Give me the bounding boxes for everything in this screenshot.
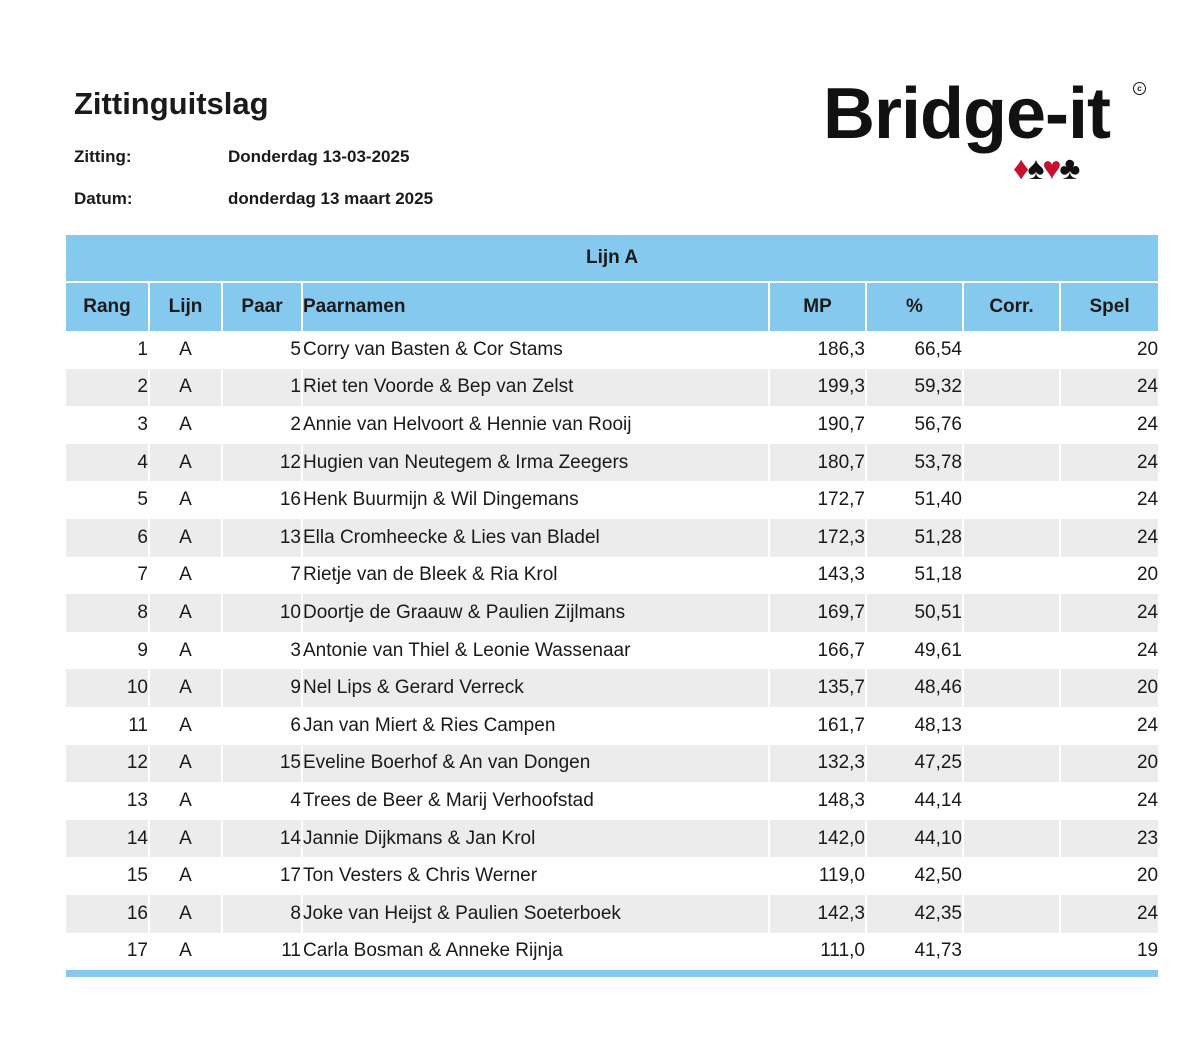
cell-percent: 66,54 bbox=[867, 331, 964, 369]
cell-paar: 8 bbox=[223, 895, 303, 933]
cell-mp: 172,3 bbox=[770, 519, 867, 557]
cell-spel: 20 bbox=[1136, 564, 1159, 586]
cell-lijn: A bbox=[150, 707, 223, 745]
cell-mp: 142,3 bbox=[770, 895, 867, 933]
cell-paar: 6 bbox=[223, 707, 303, 745]
bridge-it-logo bbox=[820, 74, 1150, 193]
cell-paar: 7 bbox=[223, 557, 303, 595]
cell-lijn: A bbox=[150, 406, 223, 444]
cell-mp: 166,7 bbox=[770, 632, 867, 670]
cell-paarnamen: Ton Vesters & Chris Werner bbox=[303, 857, 770, 895]
zitting-value: Donderdag 13-03-2025 bbox=[228, 147, 410, 166]
cell-percent: 44,14 bbox=[867, 782, 964, 820]
table-row bbox=[66, 782, 1158, 820]
table-row bbox=[66, 857, 1158, 895]
cell-mp: 172,7 bbox=[770, 481, 867, 519]
col-header-corr: Corr. bbox=[964, 283, 1061, 331]
cell-rang: 15 bbox=[66, 857, 150, 895]
cell-paarnamen: Annie van Helvoort & Hennie van Rooij bbox=[303, 406, 770, 444]
cell-corr bbox=[964, 481, 1061, 519]
cell-spel: 20 bbox=[1061, 669, 1158, 707]
cell-paarnamen: Joke van Heijst & Paulien Soeterboek bbox=[303, 895, 770, 933]
cell-paar: 16 bbox=[223, 481, 303, 519]
cell-percent: 59,32 bbox=[867, 369, 964, 407]
cell-rang: 1 bbox=[66, 331, 150, 369]
cell-corr bbox=[964, 594, 1061, 632]
cell-lijn: A bbox=[150, 782, 223, 820]
cell-spel: 24 bbox=[1061, 594, 1158, 632]
results-table bbox=[66, 235, 1158, 977]
cell-mp: 143,3 bbox=[770, 557, 867, 595]
cell-rang: 2 bbox=[66, 369, 150, 407]
table-row bbox=[66, 745, 1158, 783]
cell-corr bbox=[964, 745, 1061, 783]
cell-percent: 48,13 bbox=[867, 707, 964, 745]
cell-corr bbox=[964, 895, 1061, 933]
table-row bbox=[66, 481, 1158, 519]
cell-paarnamen: Jan van Miert & Ries Campen bbox=[303, 707, 770, 745]
cell-spel: 24 bbox=[1061, 444, 1158, 482]
cell-percent: 56,76 bbox=[867, 406, 964, 444]
cell-corr bbox=[964, 331, 1061, 369]
cell-lijn: A bbox=[150, 481, 223, 519]
cell-lijn: A bbox=[150, 369, 223, 407]
cell-paar: 3 bbox=[223, 632, 303, 670]
cell-paar: 14 bbox=[223, 820, 303, 858]
table-row bbox=[66, 669, 1158, 707]
cell-paar: 17 bbox=[223, 857, 303, 895]
col-header-paar: Paar bbox=[223, 283, 303, 331]
cell-percent: 42,35 bbox=[867, 895, 964, 933]
cell-paarnamen: Nel Lips & Gerard Verreck bbox=[303, 669, 770, 707]
cell-lijn: A bbox=[150, 444, 223, 482]
col-header-spel: Spel bbox=[1061, 283, 1158, 331]
cell-mp: 186,3 bbox=[770, 331, 867, 369]
diamond-icon: ♦ bbox=[1013, 150, 1028, 186]
cell-mp: 148,3 bbox=[770, 782, 867, 820]
cell-mp: 180,7 bbox=[770, 444, 867, 482]
cell-mp: 135,7 bbox=[770, 669, 867, 707]
club-icon: ♣ bbox=[1059, 150, 1079, 186]
cell-percent: 51,18 bbox=[867, 557, 964, 595]
cell-paarnamen: Henk Buurmijn & Wil Dingemans bbox=[303, 481, 770, 519]
cell-spel: 19 bbox=[1136, 940, 1159, 962]
cell-lijn: A bbox=[150, 594, 223, 632]
cell-corr bbox=[964, 820, 1061, 858]
cell-rang: 14 bbox=[66, 820, 150, 858]
cell-percent: 44,10 bbox=[867, 820, 964, 858]
cell-spel: 24 bbox=[1061, 369, 1158, 407]
cell-lijn: A bbox=[150, 895, 223, 933]
cell-spel: 24 bbox=[1136, 639, 1159, 661]
cell-paarnamen: Antonie van Thiel & Leonie Wassenaar bbox=[303, 632, 770, 670]
cell-spel: 20 bbox=[1136, 338, 1159, 360]
cell-mp: 190,7 bbox=[770, 406, 867, 444]
cell-rang: 3 bbox=[66, 406, 150, 444]
cell-lijn: A bbox=[150, 557, 223, 595]
cell-percent: 42,50 bbox=[867, 857, 964, 895]
cell-lijn: A bbox=[150, 820, 223, 858]
cell-lijn: A bbox=[150, 519, 223, 557]
cell-paarnamen: Riet ten Voorde & Bep van Zelst bbox=[303, 369, 770, 407]
cell-lijn: A bbox=[150, 632, 223, 670]
cell-corr bbox=[964, 857, 1061, 895]
cell-paarnamen: Corry van Basten & Cor Stams bbox=[303, 331, 770, 369]
table-row bbox=[66, 557, 1158, 595]
cell-percent: 48,46 bbox=[867, 669, 964, 707]
cell-paarnamen: Carla Bosman & Anneke Rijnja bbox=[303, 933, 770, 971]
cell-rang: 4 bbox=[66, 444, 150, 482]
cell-corr bbox=[964, 444, 1061, 482]
cell-mp: 119,0 bbox=[770, 857, 867, 895]
cell-rang: 8 bbox=[66, 594, 150, 632]
col-header-percent: % bbox=[867, 283, 964, 331]
cell-mp: 132,3 bbox=[770, 745, 867, 783]
cell-spel: 24 bbox=[1136, 413, 1159, 435]
cell-paar: 5 bbox=[223, 331, 303, 369]
page-title: Zittinguitslag bbox=[74, 86, 269, 121]
col-header-mp: MP bbox=[770, 283, 867, 331]
cell-paarnamen: Doortje de Graauw & Paulien Zijlmans bbox=[303, 594, 770, 632]
spade-icon: ♠ bbox=[1027, 150, 1043, 186]
cell-percent: 51,40 bbox=[867, 481, 964, 519]
copyright-icon: c bbox=[1133, 82, 1146, 95]
table-row bbox=[66, 895, 1158, 933]
cell-lijn: A bbox=[150, 857, 223, 895]
cell-corr bbox=[964, 369, 1061, 407]
cell-paar: 1 bbox=[223, 369, 303, 407]
cell-paarnamen: Trees de Beer & Marij Verhoofstad bbox=[303, 782, 770, 820]
cell-paar: 10 bbox=[223, 594, 303, 632]
cell-corr bbox=[964, 519, 1061, 557]
cell-spel: 24 bbox=[1061, 519, 1158, 557]
cell-lijn: A bbox=[150, 331, 223, 369]
cell-paar: 9 bbox=[223, 669, 303, 707]
table-row bbox=[66, 820, 1158, 858]
table-row bbox=[66, 519, 1158, 557]
table-row bbox=[66, 331, 1158, 369]
cell-corr bbox=[964, 669, 1061, 707]
cell-rang: 9 bbox=[66, 632, 150, 670]
table-row bbox=[66, 632, 1158, 670]
cell-corr bbox=[964, 632, 1061, 670]
col-header-paarnamen: Paarnamen bbox=[303, 283, 770, 331]
cell-paarnamen: Jannie Dijkmans & Jan Krol bbox=[303, 820, 770, 858]
cell-mp: 199,3 bbox=[770, 369, 867, 407]
cell-rang: 11 bbox=[66, 707, 150, 745]
cell-mp: 111,0 bbox=[770, 933, 867, 971]
table-row bbox=[66, 707, 1158, 745]
cell-corr bbox=[964, 933, 1061, 971]
cell-percent: 53,78 bbox=[867, 444, 964, 482]
table-row bbox=[66, 369, 1158, 407]
cell-paarnamen: Hugien van Neutegem & Irma Zeegers bbox=[303, 444, 770, 482]
heart-icon: ♥ bbox=[1042, 150, 1060, 186]
card-suits bbox=[1013, 152, 1078, 184]
cell-rang: 6 bbox=[66, 519, 150, 557]
cell-spel: 23 bbox=[1061, 820, 1158, 858]
table-row bbox=[66, 444, 1158, 482]
cell-rang: 10 bbox=[66, 669, 150, 707]
cell-spel: 24 bbox=[1136, 489, 1159, 511]
cell-spel: 24 bbox=[1061, 895, 1158, 933]
cell-rang: 7 bbox=[66, 557, 150, 595]
cell-paar: 4 bbox=[223, 782, 303, 820]
datum-value: donderdag 13 maart 2025 bbox=[228, 189, 434, 208]
cell-corr bbox=[964, 782, 1061, 820]
col-header-rang: Rang bbox=[66, 283, 150, 331]
cell-paarnamen: Rietje van de Bleek & Ria Krol bbox=[303, 557, 770, 595]
cell-spel: 20 bbox=[1136, 865, 1159, 887]
column-headers bbox=[66, 283, 1158, 331]
cell-paar: 12 bbox=[223, 444, 303, 482]
cell-corr bbox=[964, 707, 1061, 745]
zitting-label: Zitting: bbox=[74, 147, 132, 166]
cell-rang: 17 bbox=[66, 933, 150, 971]
cell-paarnamen: Ella Cromheecke & Lies van Bladel bbox=[303, 519, 770, 557]
table-row bbox=[66, 594, 1158, 632]
cell-spel: 20 bbox=[1061, 745, 1158, 783]
cell-percent: 41,73 bbox=[867, 933, 964, 971]
cell-rang: 12 bbox=[66, 745, 150, 783]
datum-label: Datum: bbox=[74, 189, 133, 208]
cell-lijn: A bbox=[150, 669, 223, 707]
table-row bbox=[66, 406, 1158, 444]
cell-lijn: A bbox=[150, 933, 223, 971]
cell-rang: 13 bbox=[66, 782, 150, 820]
cell-mp: 142,0 bbox=[770, 820, 867, 858]
cell-percent: 47,25 bbox=[867, 745, 964, 783]
cell-rang: 5 bbox=[66, 481, 150, 519]
cell-corr bbox=[964, 406, 1061, 444]
cell-mp: 169,7 bbox=[770, 594, 867, 632]
cell-spel: 24 bbox=[1136, 714, 1159, 736]
cell-mp: 161,7 bbox=[770, 707, 867, 745]
cell-percent: 49,61 bbox=[867, 632, 964, 670]
cell-corr bbox=[964, 557, 1061, 595]
cell-lijn: A bbox=[150, 745, 223, 783]
cell-percent: 51,28 bbox=[867, 519, 964, 557]
cell-paarnamen: Eveline Boerhof & An van Dongen bbox=[303, 745, 770, 783]
logo-wordmark: Bridge-it bbox=[823, 74, 1110, 154]
cell-rang: 16 bbox=[66, 895, 150, 933]
table-row bbox=[66, 933, 1158, 971]
cell-spel: 24 bbox=[1136, 789, 1159, 811]
table-footer-bar bbox=[66, 970, 1158, 977]
cell-paar: 15 bbox=[223, 745, 303, 783]
col-header-lijn: Lijn bbox=[150, 283, 223, 331]
table-caption: Lijn A bbox=[66, 235, 1158, 283]
cell-paar: 13 bbox=[223, 519, 303, 557]
cell-paar: 11 bbox=[223, 933, 303, 971]
cell-paar: 2 bbox=[223, 406, 303, 444]
cell-percent: 50,51 bbox=[867, 594, 964, 632]
